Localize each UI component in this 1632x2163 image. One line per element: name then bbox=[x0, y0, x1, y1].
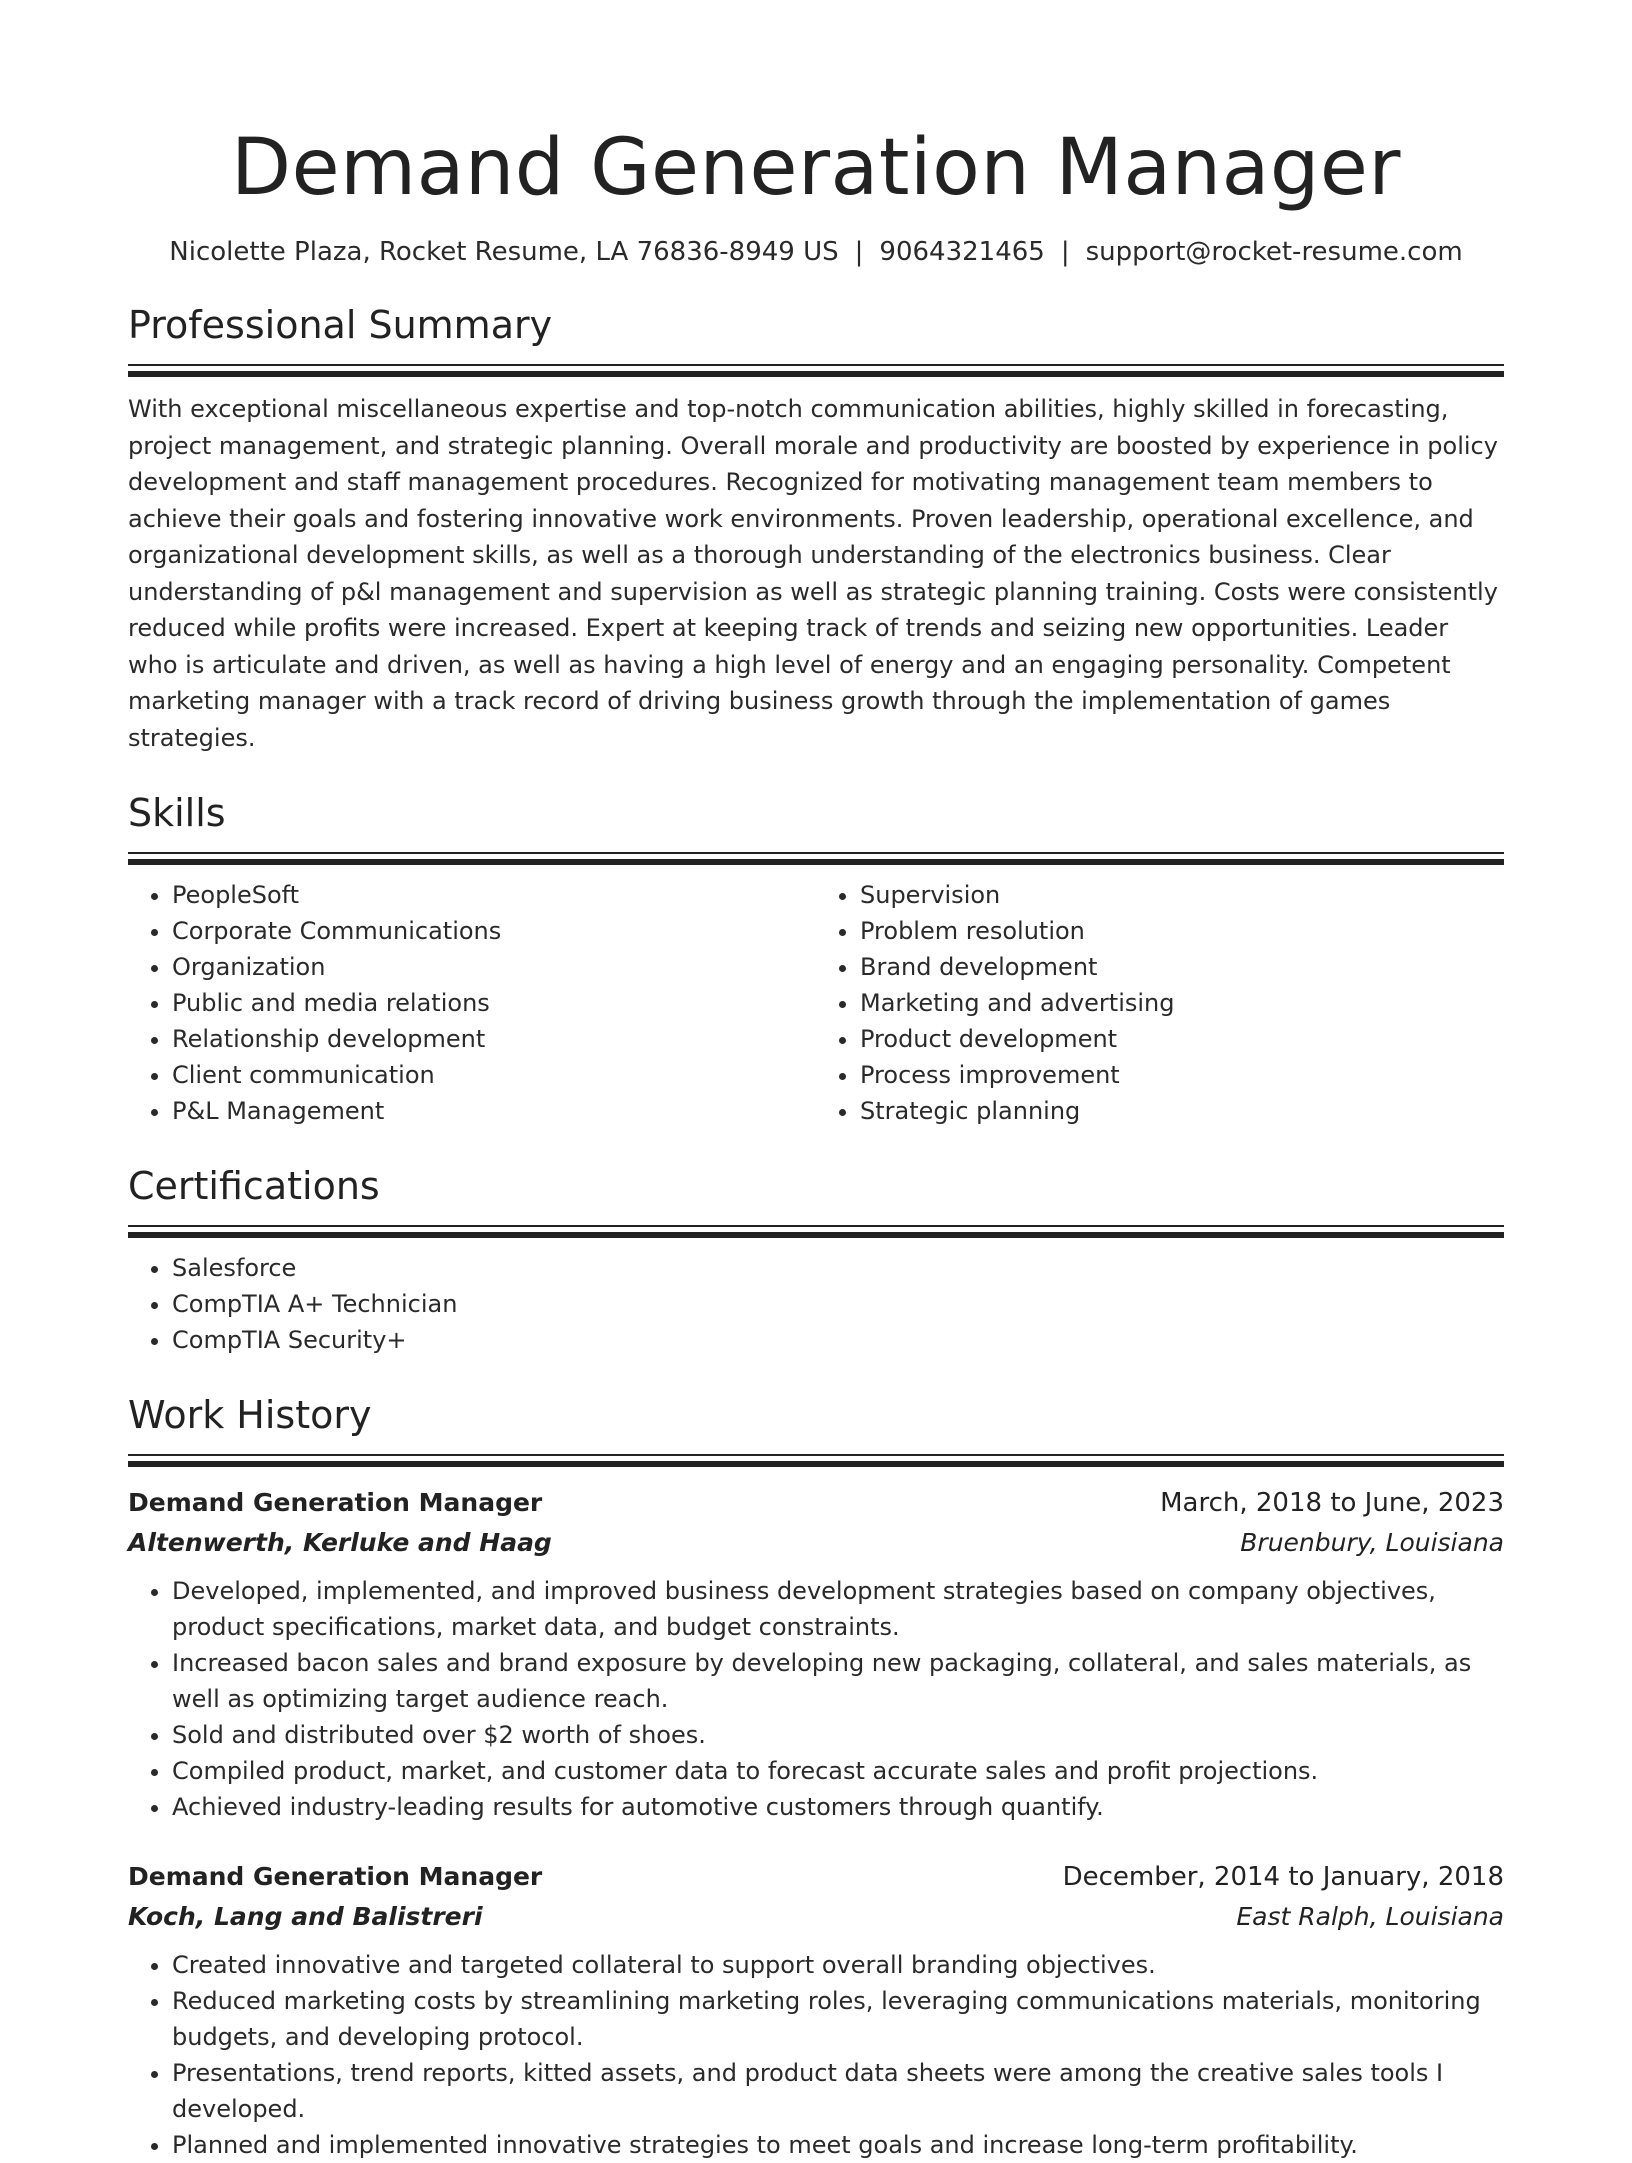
job-title: Demand Generation Manager bbox=[128, 1488, 543, 1517]
section-divider-thick bbox=[128, 371, 1504, 377]
job-bullet: • Reduced marketing costs by streamlining marketing roles, leveraging communications materials, monitoring budgets, and developing protocol. bbox=[172, 1983, 1504, 2055]
skill-item: • Strategic planning bbox=[860, 1093, 1504, 1129]
certifications-section bbox=[128, 1161, 1504, 1358]
job-bullet: • Created innovative and targeted collateral to support overall branding objectives. bbox=[172, 1947, 1504, 1983]
section-divider-thick bbox=[128, 1461, 1504, 1467]
job-company: Koch, Lang and Balistreri bbox=[128, 1902, 483, 1931]
job-entry bbox=[128, 1483, 1504, 1825]
section-divider-thick bbox=[128, 1232, 1504, 1238]
job-bullet: • Sold and distributed over $2 worth of shoes. bbox=[172, 1717, 1504, 1753]
contact-email: support@rocket-resume.com bbox=[1085, 237, 1463, 267]
skill-item: • Organization bbox=[172, 949, 816, 985]
certification-item: • CompTIA Security+ bbox=[172, 1322, 1504, 1358]
skills-list-left bbox=[128, 877, 816, 1129]
skill-item: • PeopleSoft bbox=[172, 877, 816, 913]
job-company-row bbox=[128, 1523, 1504, 1563]
certifications-heading: Certifications bbox=[128, 1164, 380, 1208]
job-company: Altenwerth, Kerluke and Haag bbox=[128, 1528, 552, 1557]
contact-separator: | bbox=[854, 237, 864, 267]
summary-section bbox=[128, 300, 1504, 756]
section-divider bbox=[128, 852, 1504, 854]
contact-line bbox=[128, 234, 1504, 270]
job-location: East Ralph, Louisiana bbox=[1236, 1902, 1504, 1931]
job-entry bbox=[128, 1857, 1504, 2163]
page-title: Demand Generation Manager bbox=[231, 123, 1401, 213]
skills-grid bbox=[128, 865, 1504, 1129]
section-divider bbox=[128, 1225, 1504, 1227]
skill-item: • P&L Management bbox=[172, 1093, 816, 1129]
skill-item: • Process improvement bbox=[860, 1057, 1504, 1093]
work-history-section bbox=[128, 1390, 1504, 2163]
section-divider bbox=[128, 1454, 1504, 1456]
skills-heading: Skills bbox=[128, 791, 226, 835]
skill-item: • Brand development bbox=[860, 949, 1504, 985]
job-title: Demand Generation Manager bbox=[128, 1862, 543, 1891]
job-bullet: • Developed, implemented, and improved business development strategies based on company objectives, product specifications, market data, and budget constraints. bbox=[172, 1573, 1504, 1645]
certification-item: • CompTIA A+ Technician bbox=[172, 1286, 1504, 1322]
contact-address: Nicolette Plaza, Rocket Resume, LA 76836-8949 US bbox=[169, 237, 839, 267]
skills-list-right bbox=[816, 877, 1504, 1129]
skill-item: • Product development bbox=[860, 1021, 1504, 1057]
skill-item: • Corporate Communications bbox=[172, 913, 816, 949]
job-header-row bbox=[128, 1483, 1504, 1523]
job-bullet: • Planned and implemented innovative strategies to meet goals and increase long-term profitability. bbox=[172, 2127, 1504, 2163]
job-bullets bbox=[128, 1947, 1504, 2163]
skill-item: • Marketing and advertising bbox=[860, 985, 1504, 1021]
section-divider bbox=[128, 364, 1504, 366]
job-location: Bruenbury, Louisiana bbox=[1240, 1528, 1504, 1557]
resume-page bbox=[128, 0, 1504, 2163]
contact-phone: 9064321465 bbox=[879, 237, 1045, 267]
certifications-list bbox=[128, 1250, 1504, 1358]
job-company-row bbox=[128, 1897, 1504, 1937]
certification-item: • Salesforce bbox=[172, 1250, 1504, 1286]
job-bullet: • Achieved industry-leading results for automotive customers through quantify. bbox=[172, 1789, 1504, 1825]
job-dates: December, 2014 to January, 2018 bbox=[1062, 1862, 1504, 1892]
summary-heading: Professional Summary bbox=[128, 303, 553, 347]
skill-item: • Relationship development bbox=[172, 1021, 816, 1057]
skill-item: • Supervision bbox=[860, 877, 1504, 913]
skills-section bbox=[128, 788, 1504, 1129]
job-bullet: • Presentations, trend reports, kitted assets, and product data sheets were among the creative sales tools I developed. bbox=[172, 2055, 1504, 2127]
job-dates: March, 2018 to June, 2023 bbox=[1160, 1488, 1504, 1518]
contact-separator: | bbox=[1060, 237, 1070, 267]
job-bullet: • Compiled product, market, and customer data to forecast accurate sales and profit projections. bbox=[172, 1753, 1504, 1789]
skill-item: • Client communication bbox=[172, 1057, 816, 1093]
skill-item: • Public and media relations bbox=[172, 985, 816, 1021]
job-bullet: • Increased bacon sales and brand exposure by developing new packaging, collateral, and sales materials, as well as optimizing target audience reach. bbox=[172, 1645, 1504, 1717]
summary-text: With exceptional miscellaneous expertise and top-notch communication abilities, highly skilled in forecasting, project management, and strategic planning. Overall morale and productivity are boosted by experience in policy development and staff management procedures. Recognized for motivating management team members to achieve their goals and fostering innovative work environments. Proven leadership, operational excellence, and organizational development skills, as well as a thorough understanding of the electronics business. Clear understanding of p&l management and supervision as well as strategic planning training. Costs were consistently reduced while profits were increased. Expert at keeping track of trends and seizing new opportunities. Leader who is articulate and driven, as well as having a high level of energy and an engaging personality. Competent marketing manager with a track record of driving business growth through the implementation of games strategies. bbox=[128, 395, 1498, 752]
skill-item: • Problem resolution bbox=[860, 913, 1504, 949]
job-bullets bbox=[128, 1573, 1504, 1825]
job-header-row bbox=[128, 1857, 1504, 1897]
work-history-heading: Work History bbox=[128, 1393, 372, 1437]
